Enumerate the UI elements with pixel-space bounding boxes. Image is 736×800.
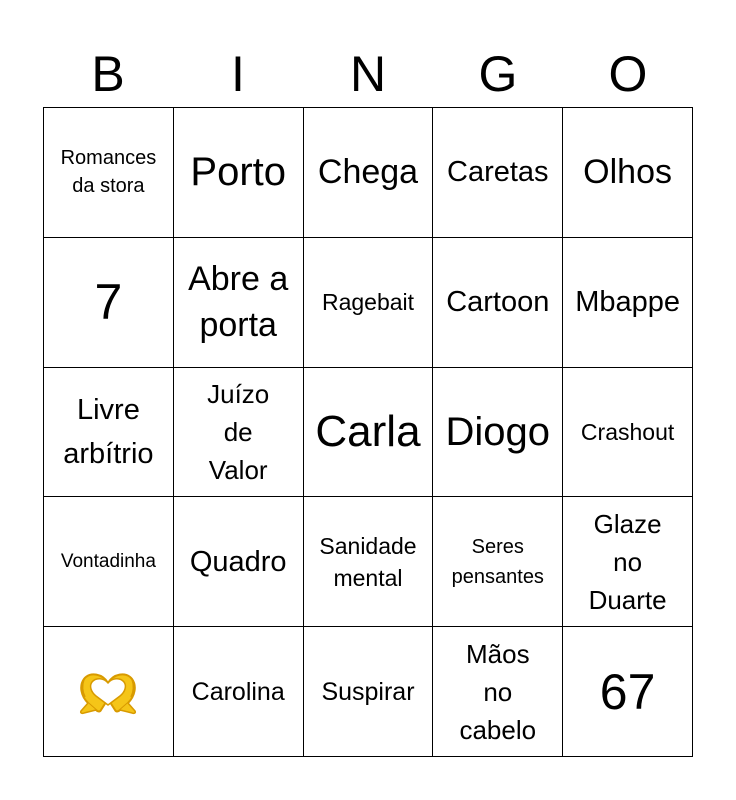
bingo-cell[interactable] xyxy=(433,108,563,238)
bingo-cell[interactable] xyxy=(174,108,304,238)
bingo-cell[interactable] xyxy=(174,497,304,627)
bingo-cell[interactable] xyxy=(433,627,563,757)
free-space-cell[interactable] xyxy=(44,627,174,757)
header-letter-n: N xyxy=(349,46,387,102)
cell-label: Chega xyxy=(317,153,419,192)
bingo-header xyxy=(43,40,693,108)
header-letter-i: I xyxy=(231,46,245,102)
bingo-cell[interactable] xyxy=(563,368,693,498)
cell-label: Carla xyxy=(315,406,421,456)
bingo-cell[interactable] xyxy=(304,238,434,368)
cell-label: 7 xyxy=(94,274,123,331)
cell-label: Livre arbítrio xyxy=(63,393,154,470)
header-letter-b: B xyxy=(91,46,125,102)
cell-label: Porto xyxy=(190,150,286,195)
cell-label: Cartoon xyxy=(446,286,550,319)
bingo-cell[interactable] xyxy=(433,368,563,498)
cell-label: Abre a porta xyxy=(188,260,289,345)
cell-label: 67 xyxy=(599,663,656,720)
cell-label: Suspirar xyxy=(321,677,415,706)
cell-label: Glaze no Duarte xyxy=(588,508,667,615)
bingo-cell[interactable] xyxy=(563,108,693,238)
bingo-cell[interactable] xyxy=(44,108,174,238)
header-letter-o: O xyxy=(608,46,648,102)
bingo-cell[interactable] xyxy=(174,368,304,498)
bingo-cell[interactable] xyxy=(44,238,174,368)
cell-label: Crashout xyxy=(580,418,675,445)
cell-label: Seres pensantes xyxy=(451,535,544,588)
bingo-cell[interactable] xyxy=(304,627,434,757)
bingo-cell[interactable] xyxy=(433,238,563,368)
cell-label: Mbappe xyxy=(575,286,680,319)
bingo-cell[interactable] xyxy=(304,108,434,238)
cell-label: Mãos no cabelo xyxy=(459,638,537,745)
bingo-cell[interactable] xyxy=(44,368,174,498)
cell-label: Caretas xyxy=(447,156,549,189)
cell-label: Ragebait xyxy=(321,289,415,316)
heart-hands-icon xyxy=(76,651,140,733)
cell-label: Sanidade mental xyxy=(319,532,417,591)
cell-label: Quadro xyxy=(189,545,287,578)
bingo-cell[interactable] xyxy=(433,497,563,627)
cell-label: Vontadinha xyxy=(60,551,156,573)
bingo-cell[interactable] xyxy=(563,238,693,368)
bingo-cell[interactable] xyxy=(174,238,304,368)
bingo-cell[interactable] xyxy=(304,497,434,627)
header-letter-g: G xyxy=(478,46,518,102)
bingo-cell[interactable] xyxy=(174,627,304,757)
cell-label: Diogo xyxy=(445,409,551,454)
bingo-cell[interactable] xyxy=(304,368,434,498)
cell-label: Olhos xyxy=(583,153,672,192)
cell-label: Romances da stora xyxy=(60,147,157,198)
bingo-board xyxy=(43,107,693,757)
cell-label: Juízo de Valor xyxy=(207,378,270,485)
cell-label: Carolina xyxy=(191,677,285,706)
bingo-cell[interactable] xyxy=(563,627,693,757)
bingo-cell[interactable] xyxy=(44,497,174,627)
bingo-cell[interactable] xyxy=(563,497,693,627)
